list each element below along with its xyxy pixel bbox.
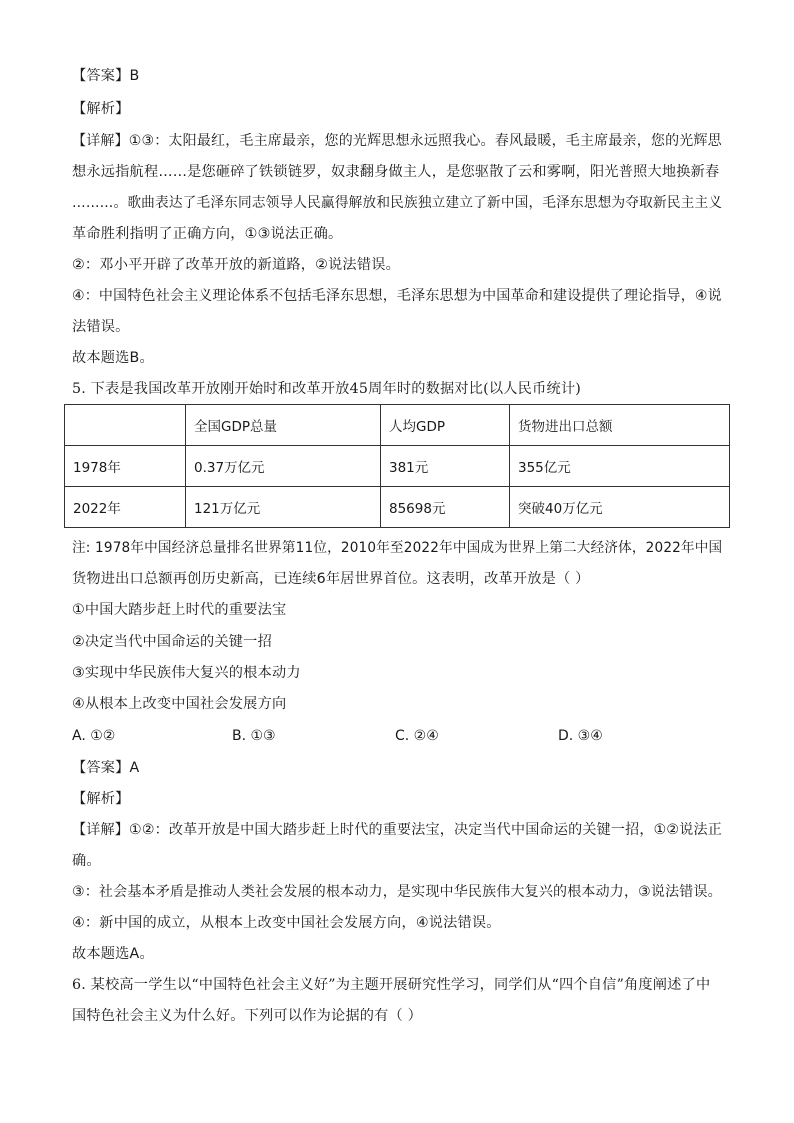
- q4-detail-line: ④：中国特色社会主义理论体系不包括毛泽东思想，毛泽东思想为中国革命和建设提供了理论指导，④说: [72, 288, 722, 304]
- q4-analysis-label: 【解析】: [72, 101, 130, 117]
- table-cell: 381元: [381, 446, 510, 487]
- table-header-cell: 货物进出口总额: [510, 405, 730, 446]
- table-cell: 121万亿元: [186, 487, 381, 528]
- q5-note-line: 货物进出口总额再创历史新高，已连续6年居世界首位。这表明，改革开放是（ ）: [72, 571, 590, 587]
- table-header-cell: 全国GDP总量: [186, 405, 381, 446]
- table-header-row: [65, 405, 730, 446]
- q5-statement: ②决定当代中国命运的关键一招: [72, 634, 272, 650]
- table-row: [65, 446, 730, 487]
- q5-note-line: 注: 1978年中国经济总量排名世界第11位，2010年至2022年中国成为世界上第二大经济体，2022年中国: [72, 540, 723, 556]
- table-row: [65, 487, 730, 528]
- table-cell: 2022年: [65, 487, 186, 528]
- q5-detail-line: 【详解】①②：改革开放是中国大踏步赶上时代的重要法宝，决定当代中国命运的关键一招，①②说法正: [72, 822, 722, 838]
- q6-stem-line: 6. 某校高一学生以“中国特色社会主义好”为主题开展研究性学习，同学们从“四个自信”角度阐述了中: [72, 977, 711, 993]
- q5-statement: ③实现中华民族伟大复兴的根本动力: [72, 665, 301, 681]
- q4-detail-line: ②：邓小平开辟了改革开放的新道路，②说法错误。: [72, 257, 400, 273]
- q5-statement: ①中国大踏步赶上时代的重要法宝: [72, 602, 287, 618]
- q4-detail-line: 法错误。: [72, 319, 130, 335]
- q5-detail-line: 确。: [72, 853, 101, 869]
- q6-stem-line: 国特色社会主义为什么好。下列可以作为论据的有（ ）: [72, 1008, 423, 1024]
- q5-statement: ④从根本上改变中国社会发展方向: [72, 696, 287, 712]
- q5-conclusion: 故本题选A。: [72, 946, 154, 962]
- q5-answer: 【答案】A: [72, 760, 140, 776]
- q5-detail-line: ③：社会基本矛盾是推动人类社会发展的根本动力，是实现中华民族伟大复兴的根本动力，③说法错误。: [72, 884, 722, 900]
- option-c[interactable]: C. ②④: [395, 728, 439, 744]
- table-header-cell: [65, 405, 186, 446]
- option-a[interactable]: A. ①②: [72, 728, 116, 744]
- q4-detail-line: 革命胜利指明了正确方向，①③说法正确。: [72, 226, 343, 242]
- q4-detail-line: 【详解】①③：太阳最红，毛主席最亲，您的光辉思想永远照我心。春风最暖，毛主席最亲，您的光辉思: [72, 133, 722, 149]
- q5-detail-line: ④：新中国的成立，从根本上改变中国社会发展方向，④说法错误。: [72, 915, 501, 931]
- q5-analysis-label: 【解析】: [72, 791, 130, 807]
- q4-conclusion: 故本题选B。: [72, 350, 154, 366]
- q4-detail-line: 想永远指航程……是您砸碎了铁锁链罗，奴隶翻身做主人，是您驱散了云和雾啊，阳光普照大地换新春: [72, 164, 720, 180]
- option-d[interactable]: D. ③④: [558, 728, 603, 744]
- table-cell: 1978年: [65, 446, 186, 487]
- option-b[interactable]: B. ①③: [232, 728, 276, 744]
- table-cell: 355亿元: [510, 446, 730, 487]
- table-cell: 0.37万亿元: [186, 446, 381, 487]
- q5-stem: 5. 下表是我国改革开放刚开始时和改革开放45周年时的数据对比(以人民币统计): [72, 381, 581, 397]
- table-header-cell: 人均GDP: [381, 405, 510, 446]
- table-cell: 突破40万亿元: [510, 487, 730, 528]
- q4-answer: 【答案】B: [72, 68, 140, 84]
- table-cell: 85698元: [381, 487, 510, 528]
- q4-detail-line: ………。歌曲表达了毛泽东同志领导人民赢得解放和民族独立建立了新中国，毛泽东思想为夺取新民主主义: [72, 195, 723, 211]
- q5-options: [72, 726, 692, 746]
- comparison-table: [64, 404, 730, 528]
